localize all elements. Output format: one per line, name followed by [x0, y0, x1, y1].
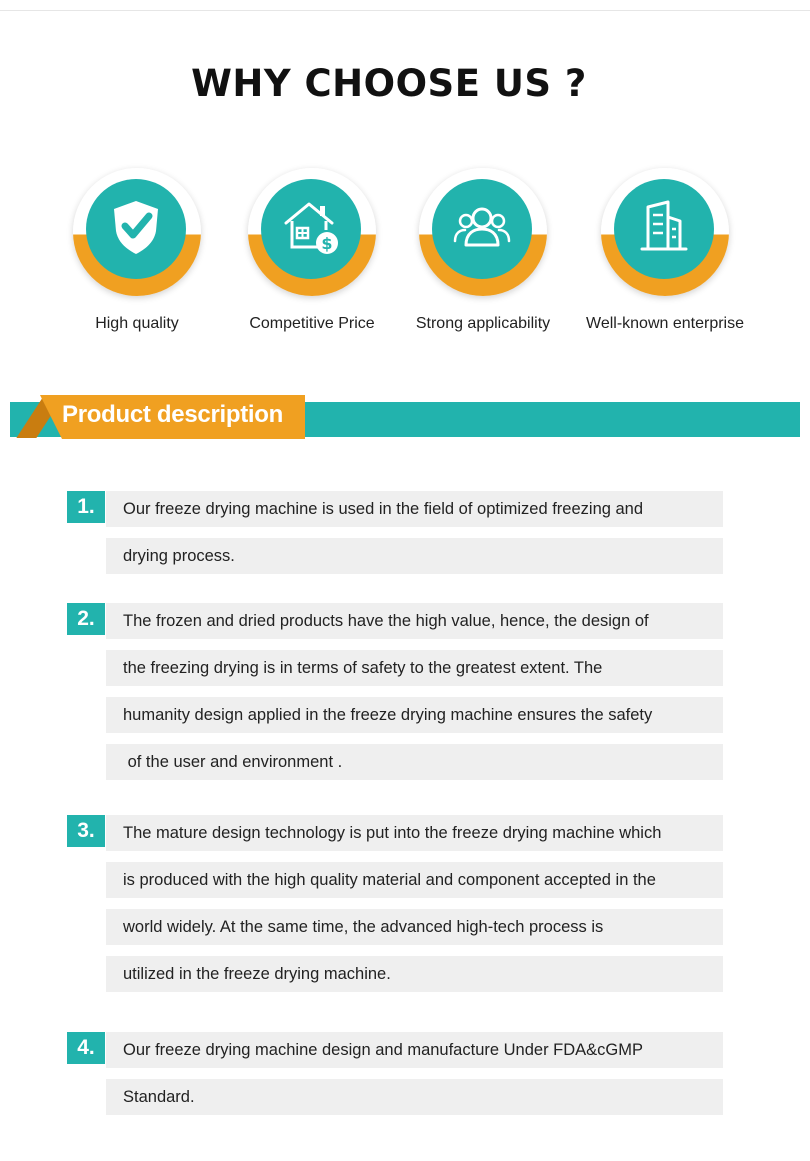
feature-well-known-enterprise — [575, 168, 755, 333]
feature-label: Well-known enterprise — [586, 315, 744, 332]
item-line: Our freeze drying machine design and manufacture Under FDA&cGMP — [106, 1032, 723, 1068]
page-title: WHY CHOOSE US ? — [191, 62, 587, 105]
feature-label: Strong applicability — [415, 315, 551, 332]
buildings-icon — [634, 197, 694, 257]
section-title: Product description — [62, 401, 283, 428]
item-number: 2. — [67, 603, 105, 635]
shield-check-icon — [106, 197, 166, 257]
feature-high-quality — [47, 168, 227, 333]
item-line: The mature design technology is put into the freeze drying machine which — [106, 815, 723, 851]
item-line: drying process. — [106, 538, 723, 574]
item-line: Our freeze drying machine is used in the field of optimized freezing and — [106, 491, 723, 527]
svg-text:$: $ — [321, 234, 333, 253]
feature-label: Competitive Price — [249, 315, 375, 332]
item-line: the freezing drying is in terms of safety to the greatest extent. The — [106, 650, 723, 686]
item-number: 4. — [67, 1032, 105, 1064]
item-line: utilized in the freeze drying machine. — [106, 956, 723, 992]
item-number: 1. — [67, 491, 105, 523]
feature-badge — [419, 168, 547, 296]
item-line: The frozen and dried products have the high value, hence, the design of — [106, 603, 723, 639]
section-banner — [10, 395, 800, 439]
feature-badge — [73, 168, 201, 296]
feature-strong-applicability — [393, 168, 573, 333]
item-line: world widely. At the same time, the advanced high-tech process is — [106, 909, 723, 945]
feature-competitive-price — [222, 168, 402, 333]
house-dollar-icon — [281, 197, 341, 257]
feature-badge — [248, 168, 376, 296]
item-line: humanity design applied in the freeze drying machine ensures the safety — [106, 697, 723, 733]
item-line: of the user and environment . — [106, 744, 723, 780]
item-line: is produced with the high quality material and component accepted in the — [106, 862, 723, 898]
item-line: Standard. — [106, 1079, 723, 1115]
item-number: 3. — [67, 815, 105, 847]
top-divider — [0, 10, 810, 11]
feature-label: High quality — [95, 315, 179, 332]
users-group-icon — [452, 197, 512, 257]
feature-badge — [601, 168, 729, 296]
